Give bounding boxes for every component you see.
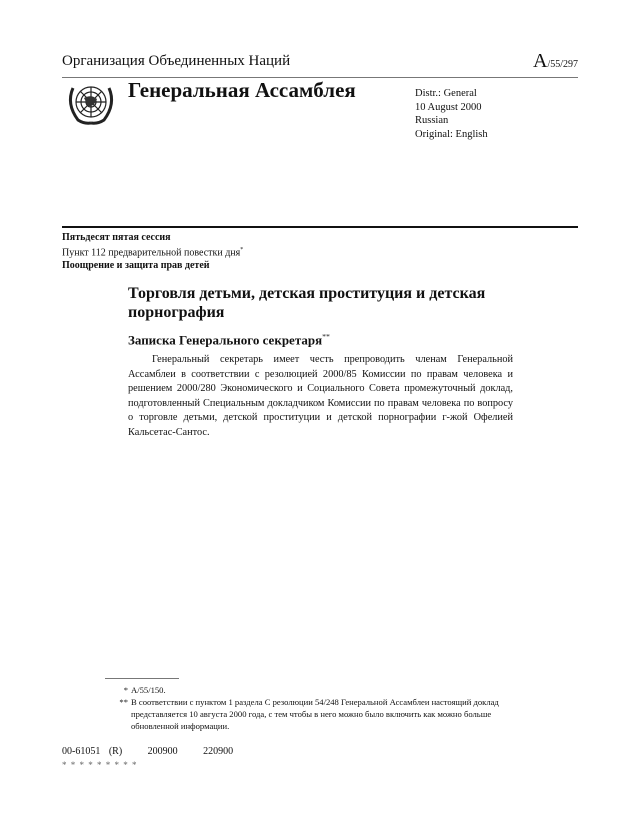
subtitle-text: Записка Генерального секретаря bbox=[128, 332, 323, 348]
footnote-text: В соответствии с пунктом 1 раздела C резолюции 54/248 Генеральной Ассамблеи настоящий доклад представляется 10 августа 2000 года, с тем чтобы в него можно было включить как можно больше обновленной информации. bbox=[131, 697, 499, 731]
section-rule bbox=[62, 226, 578, 228]
session-block bbox=[62, 231, 243, 272]
footnote-text: A/55/150. bbox=[131, 685, 166, 695]
footnote bbox=[112, 684, 502, 696]
footnote-mark: ** bbox=[322, 332, 330, 341]
footnote-rule bbox=[105, 678, 179, 679]
organ-name: Генеральная Ассамблея bbox=[128, 78, 356, 102]
footnotes bbox=[112, 684, 502, 732]
symbol-prefix: A bbox=[532, 50, 548, 72]
body-paragraph: Генеральный секретарь имеет честь препроводить членам Генеральной Ассамблеи в соответствии с резолюцией 2000/85 Комиссии по правам человека и решением 2000/280 Экономического и Социального Совета промежуточный доклад, подготовленный Специальным докладчиком Комиссии по правам человека по вопросу о торговле детьми, детской проституции и детской порнографии г-жой Офелией Кальсетас-Сантос. bbox=[128, 354, 513, 438]
original-language-line: Original: English bbox=[415, 128, 488, 140]
document-symbol bbox=[533, 50, 578, 73]
agenda-topic: Поощрение и защита прав детей bbox=[62, 260, 210, 272]
agenda-item-text: Пункт 112 предварительной повестки дня bbox=[62, 247, 241, 259]
barcode: * * * * * * * * * bbox=[62, 760, 138, 770]
footnote-mark: * bbox=[240, 247, 244, 253]
document-subtitle bbox=[128, 332, 330, 348]
distribution-line: Distr.: General bbox=[415, 88, 477, 99]
agenda-item bbox=[62, 244, 243, 259]
language-line: Russian bbox=[415, 115, 449, 126]
footnote bbox=[112, 696, 502, 732]
organization-name: Организация Объединенных Наций bbox=[62, 53, 291, 69]
session-name: Пятьдесят пятая сессия bbox=[62, 232, 171, 243]
symbol-suffix: /55/297 bbox=[547, 59, 578, 70]
job-number: 00-61051 (R) 200900 220900 bbox=[62, 746, 234, 757]
date-line: 10 August 2000 bbox=[415, 101, 482, 113]
footnote-mark: ** bbox=[119, 697, 128, 707]
distribution-block bbox=[415, 87, 488, 141]
un-emblem-icon bbox=[64, 80, 118, 126]
footnote-mark: * bbox=[123, 685, 128, 695]
document-title: Торговля детьми, детская проституция и детская порнография bbox=[128, 285, 486, 321]
